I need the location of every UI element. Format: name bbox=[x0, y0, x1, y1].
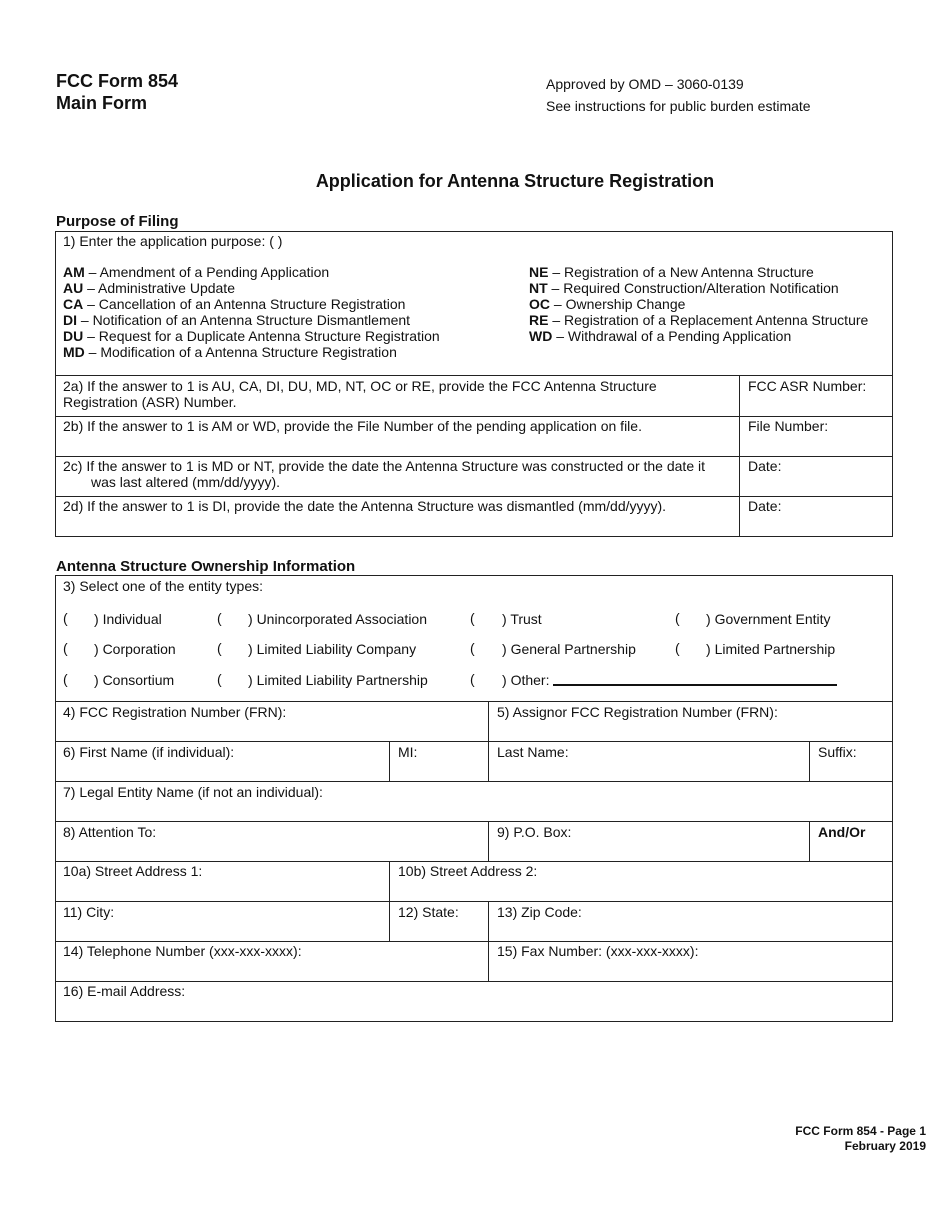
purpose-code: WD bbox=[529, 328, 553, 344]
suffix-field[interactable]: Suffix: bbox=[818, 744, 857, 760]
q2c-date-question-cont: was last altered (mm/dd/yyyy). bbox=[91, 474, 281, 490]
entity-option-individual[interactable] bbox=[94, 611, 162, 627]
first-name-field[interactable]: 6) First Name (if individual): bbox=[63, 744, 235, 760]
entity-option-label: Corporation bbox=[102, 641, 176, 657]
purpose-code-description: – Registration of a New Antenna Structure bbox=[548, 264, 814, 280]
purpose-code-description: – Required Construction/Alteration Notification bbox=[547, 280, 839, 296]
form-name: FCC Form 854 bbox=[56, 71, 179, 91]
po-box-field[interactable]: 9) P.O. Box: bbox=[497, 824, 572, 840]
purpose-code-left-4 bbox=[63, 328, 440, 344]
entity-radio-close: ) bbox=[706, 641, 715, 657]
entity-radio-close: ) bbox=[502, 672, 511, 688]
other-entity-input-line[interactable] bbox=[553, 684, 837, 686]
entity-radio-open[interactable]: ( bbox=[470, 610, 475, 626]
entity-radio-close: ) bbox=[248, 641, 257, 657]
purpose-code: NE bbox=[529, 264, 549, 280]
entity-option-general-partnership[interactable] bbox=[502, 641, 636, 657]
entity-radio-close: ) bbox=[502, 641, 511, 657]
entity-option-limited-liability-company[interactable] bbox=[248, 641, 416, 657]
street-address-1-field[interactable]: 10a) Street Address 1: bbox=[63, 863, 203, 879]
constructed-date-field[interactable]: Date: bbox=[748, 458, 782, 474]
last-name-field[interactable]: Last Name: bbox=[497, 744, 569, 760]
purpose-code-description: – Modification of a Antenna Structure Registration bbox=[84, 344, 397, 360]
purpose-code-right-2 bbox=[529, 296, 685, 312]
purpose-code-description: – Administrative Update bbox=[83, 280, 235, 296]
purpose-code-description: – Cancellation of an Antenna Structure Registration bbox=[83, 296, 406, 312]
dismantled-date-field[interactable]: Date: bbox=[748, 498, 782, 514]
state-field[interactable]: 12) State: bbox=[398, 904, 459, 920]
purpose-code: OC bbox=[529, 296, 550, 312]
entity-radio-close: ) bbox=[502, 611, 511, 627]
entity-option-label: General Partnership bbox=[510, 641, 636, 657]
purpose-code-description: – Notification of an Antenna Structure Dismantlement bbox=[77, 312, 411, 328]
entity-option-limited-liability-partnership[interactable] bbox=[248, 672, 428, 688]
purpose-code-left-1 bbox=[63, 280, 235, 296]
entity-radio-open[interactable]: ( bbox=[470, 640, 475, 656]
and-or-label: And/Or bbox=[818, 824, 866, 840]
purpose-code-right-3 bbox=[529, 312, 868, 328]
purpose-code: DU bbox=[63, 328, 84, 344]
entity-radio-close: ) bbox=[94, 641, 103, 657]
entity-option-label: Limited Liability Company bbox=[256, 641, 417, 657]
purpose-code-left-2 bbox=[63, 296, 405, 312]
attention-to-field[interactable]: 8) Attention To: bbox=[63, 824, 157, 840]
entity-option-consortium[interactable] bbox=[94, 672, 174, 688]
footer-page: FCC Form 854 - Page 1 bbox=[795, 1124, 926, 1138]
purpose-code-left-5 bbox=[63, 344, 397, 360]
burden-note: See instructions for public burden estimate bbox=[546, 98, 811, 114]
q3-entity-type: 3) Select one of the entity types: bbox=[63, 578, 264, 594]
q2b-file-question: 2b) If the answer to 1 is AM or WD, provide the File Number of the pending application on file. bbox=[63, 418, 642, 434]
entity-radio-open[interactable]: ( bbox=[675, 610, 680, 626]
entity-radio-close: ) bbox=[706, 611, 715, 627]
footer-date: February 2019 bbox=[844, 1139, 926, 1153]
purpose-code: DI bbox=[63, 312, 77, 328]
omb-number: Approved by OMD – 3060-0139 bbox=[546, 76, 744, 92]
legal-entity-name-field[interactable]: 7) Legal Entity Name (if not an individual): bbox=[63, 784, 323, 800]
email-field[interactable]: 16) E-mail Address: bbox=[63, 983, 186, 999]
section-title-purpose: Purpose of Filing bbox=[56, 213, 179, 230]
entity-option-corporation[interactable] bbox=[94, 641, 176, 657]
entity-radio-open[interactable]: ( bbox=[217, 671, 222, 687]
purpose-code: RE bbox=[529, 312, 549, 328]
middle-initial-field[interactable]: MI: bbox=[398, 744, 418, 760]
entity-option-label: Trust bbox=[510, 611, 542, 627]
asr-number-field[interactable]: FCC ASR Number: bbox=[748, 378, 867, 394]
purpose-code: AU bbox=[63, 280, 84, 296]
entity-option-other[interactable] bbox=[502, 672, 549, 688]
entity-radio-open[interactable]: ( bbox=[217, 640, 222, 656]
q2d-dismantle-question: 2d) If the answer to 1 is DI, provide the date the Antenna Structure was dismantled (mm/dd/yyyy). bbox=[63, 498, 667, 514]
purpose-code-description: – Ownership Change bbox=[550, 296, 686, 312]
purpose-code: AM bbox=[63, 264, 85, 280]
entity-option-label: Consortium bbox=[102, 672, 175, 688]
entity-option-government-entity[interactable] bbox=[706, 611, 831, 627]
q1-application-purpose[interactable]: 1) Enter the application purpose: ( ) bbox=[63, 233, 283, 249]
purpose-code-right-4 bbox=[529, 328, 791, 344]
purpose-code-description: – Amendment of a Pending Application bbox=[84, 264, 330, 280]
entity-radio-open[interactable]: ( bbox=[217, 610, 222, 626]
entity-radio-open[interactable]: ( bbox=[63, 671, 68, 687]
entity-radio-open[interactable]: ( bbox=[63, 610, 68, 626]
purpose-code-right-1 bbox=[529, 280, 839, 296]
entity-option-label: Limited Partnership bbox=[714, 641, 836, 657]
purpose-code-description: – Request for a Duplicate Antenna Structure Registration bbox=[83, 328, 440, 344]
purpose-code-left-0 bbox=[63, 264, 329, 280]
fax-field[interactable]: 15) Fax Number: (xxx-xxx-xxxx): bbox=[497, 943, 699, 959]
entity-option-unincorporated-association[interactable] bbox=[248, 611, 427, 627]
street-address-2-field[interactable]: 10b) Street Address 2: bbox=[398, 863, 538, 879]
entity-radio-close: ) bbox=[248, 672, 257, 688]
page-footer bbox=[795, 1124, 926, 1154]
entity-option-label: Other: bbox=[510, 672, 550, 688]
purpose-code-description: – Registration of a Replacement Antenna Structure bbox=[548, 312, 869, 328]
entity-option-trust[interactable] bbox=[502, 611, 542, 627]
zip-code-field[interactable]: 13) Zip Code: bbox=[497, 904, 582, 920]
telephone-field[interactable]: 14) Telephone Number (xxx-xxx-xxxx): bbox=[63, 943, 302, 959]
entity-radio-close: ) bbox=[94, 611, 103, 627]
purpose-code: MD bbox=[63, 344, 85, 360]
entity-option-label: Government Entity bbox=[714, 611, 831, 627]
form-identifier bbox=[56, 70, 178, 114]
file-number-field[interactable]: File Number: bbox=[748, 418, 829, 434]
purpose-code: NT bbox=[529, 280, 548, 296]
document-title: Application for Antenna Structure Registration bbox=[315, 171, 715, 191]
entity-radio-open[interactable]: ( bbox=[675, 640, 680, 656]
frn-field[interactable]: 4) FCC Registration Number (FRN): bbox=[63, 704, 287, 720]
purpose-code: CA bbox=[63, 296, 84, 312]
q2c-date-question: 2c) If the answer to 1 is MD or NT, provide the date the Antenna Structure was constructed or the date it bbox=[63, 458, 705, 474]
city-field[interactable]: 11) City: bbox=[63, 904, 115, 920]
purpose-code-description: – Withdrawal of a Pending Application bbox=[552, 328, 792, 344]
entity-radio-close: ) bbox=[248, 611, 257, 627]
entity-option-label: Limited Liability Partnership bbox=[256, 672, 428, 688]
entity-option-label: Unincorporated Association bbox=[256, 611, 427, 627]
purpose-code-left-3 bbox=[63, 312, 410, 328]
q2a-asr-question: 2a) If the answer to 1 is AU, CA, DI, DU, MD, NT, OC or RE, provide the FCC Antenna Structure Registration (ASR) Number. bbox=[63, 378, 657, 410]
entity-radio-open[interactable]: ( bbox=[63, 640, 68, 656]
form-subtitle: Main Form bbox=[56, 93, 148, 113]
omb-approval bbox=[546, 73, 811, 117]
entity-option-limited-partnership[interactable] bbox=[706, 641, 835, 657]
entity-radio-close: ) bbox=[94, 672, 103, 688]
entity-option-label: Individual bbox=[102, 611, 162, 627]
assignor-frn-field[interactable]: 5) Assignor FCC Registration Number (FRN): bbox=[497, 704, 778, 720]
entity-radio-open[interactable]: ( bbox=[470, 671, 475, 687]
purpose-code-right-0 bbox=[529, 264, 814, 280]
section-title-ownership: Antenna Structure Ownership Information bbox=[56, 558, 356, 575]
